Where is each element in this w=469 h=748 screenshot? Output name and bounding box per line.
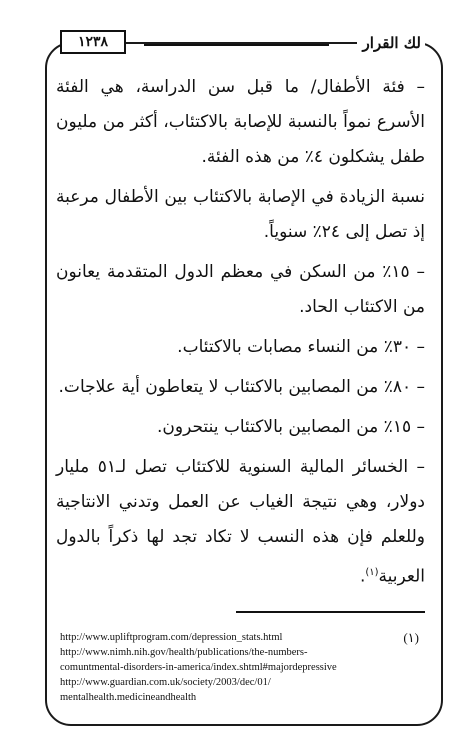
paragraph: – ٨٠٪ من المصابين بالاكتئاب لا يتعاطون أية علاجات. (58, 377, 425, 397)
footnote-link: http://www.guardian.com.uk/society/2003/dec/01/ (60, 677, 271, 688)
paragraph: – فئة الأطفال/ ما قبل سن الدراسة، هي الفئة الأسرع نمواً بالنسبة للإصابة بالاكتئاب، أكثر من مليون طفل يشكلون ٤٪ من هذه الفئة. (56, 77, 425, 167)
footnote-number: (١) (403, 630, 419, 645)
paragraph-with-footnote: – الخسائر المالية السنوية للاكتئاب تصل لـ٥١ مليار دولار، وهي نتيجة الغياب عن العمل وتدني الانتاجية وللعلم فإن هذه النسب لا تكاد تجد لها ذكراً بالدول العربية$^{(١)}$. (56, 457, 425, 587)
header-rule (144, 44, 329, 46)
page-header (60, 36, 425, 58)
footnote-link: comuntmental-disorders-in-america/index.shtml#majordepressive (60, 662, 337, 673)
paragraph-text: – الخسائر المالية السنوية للاكتئاب تصل لـ٥١ مليار دولار، وهي نتيجة الغياب عن العمل وتدني الانتاجية وللعلم فإن هذه النسب لا تكاد تجد لها ذكراً بالدول العربية (56, 457, 425, 587)
book-title: لك القرار (357, 34, 425, 52)
footnote-link: http://www.nimh.nih.gov/health/publications/the-numbers- (60, 647, 308, 658)
paragraph: – ١٥٪ من المصابين بالاكتئاب ينتحرون. (156, 417, 425, 437)
paragraph: – ١٥٪ من السكن في معظم الدول المتقدمة يعانون من الاكتئاب الحاد. (56, 262, 425, 317)
page-number: ١٢٣٨ (60, 30, 126, 54)
footnote-link: http://www.upliftprogram.com/depression_stats.html (60, 632, 283, 643)
footnote-link: mentalhealth.medicineandhealth (60, 692, 197, 703)
footnote-rule (236, 611, 425, 613)
paragraph: نسبة الزيادة في الإصابة بالاكتئاب بين الأطفال مرعبة إذ تصل إلى ٢٤٪ سنوياً. (56, 187, 425, 242)
footnote-marker: (١) (365, 567, 379, 578)
footnotes (60, 630, 425, 705)
page-body (56, 70, 425, 600)
paragraph: – ٣٠٪ من النساء مصابات بالاكتئاب. (177, 337, 425, 357)
